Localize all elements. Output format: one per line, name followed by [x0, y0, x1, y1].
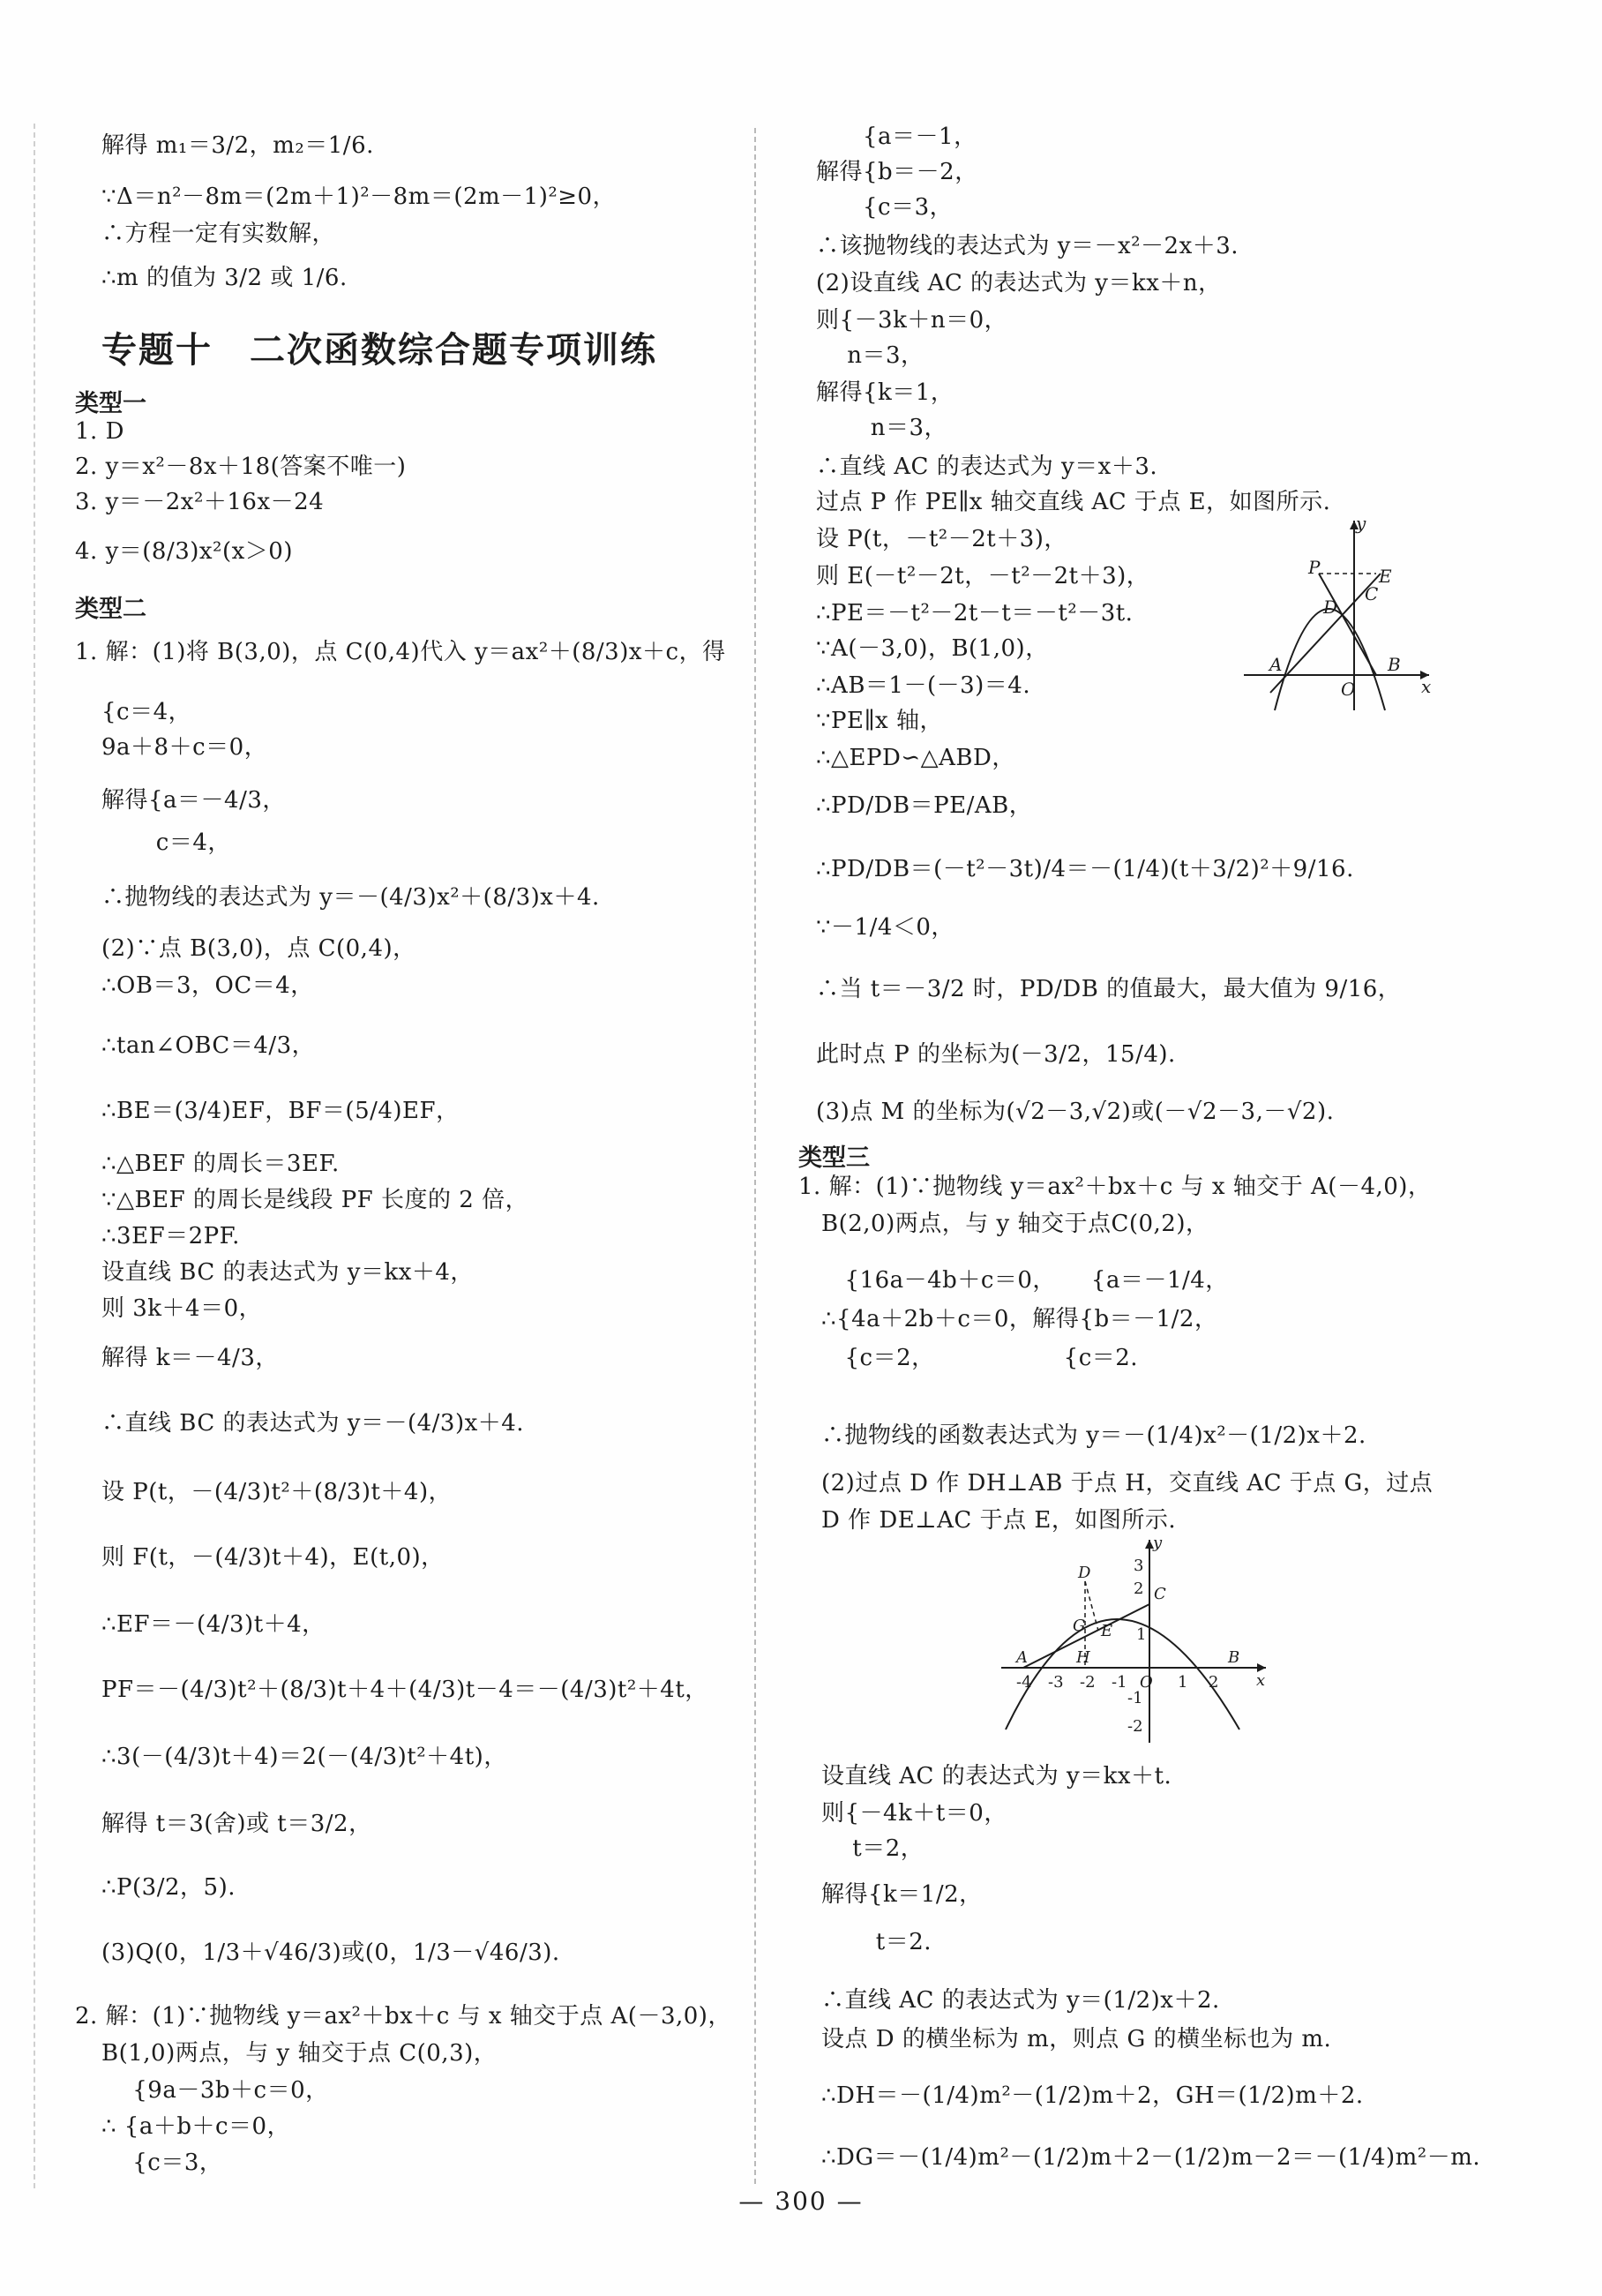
tick-y-1: 1: [1136, 1625, 1147, 1644]
label-e: E: [1101, 1622, 1113, 1640]
text-line: 设直线 AC 的表达式为 y＝kx＋t.: [821, 1763, 1172, 1790]
text-line: ∴PD/DB＝(－t²－3t)/4＝－(1/4)(t＋3/2)²＋9/16.: [816, 856, 1354, 882]
text-line: ∴直线 AC 的表达式为 y＝(1/2)x＋2.: [821, 1987, 1220, 2014]
label-a: A: [1016, 1648, 1028, 1667]
label-b: B: [1228, 1648, 1240, 1667]
text-line: 则{－3k＋n＝0，: [816, 307, 1008, 334]
parabola-figure-1: [1239, 512, 1442, 715]
text-line: ∴BE＝(3/4)EF，BF＝(5/4)EF，: [101, 1098, 460, 1124]
text-line: 解得 m₁＝3/2，m₂＝1/6.: [101, 132, 374, 159]
text-line: ∴m 的值为 3/2 或 1/6.: [101, 265, 348, 291]
label-d: D: [1078, 1564, 1091, 1582]
text-line: n＝3，: [816, 342, 925, 369]
text-line: 则 E(－t²－2t，－t²－2t＋3)，: [816, 563, 1150, 589]
text-line: 则 3k＋4＝0，: [101, 1295, 263, 1322]
text-line: 9a＋8＋c＝0，: [101, 734, 268, 761]
text-line: ∴3(－(4/3)t＋4)＝2(－(4/3)t²＋4t)，: [101, 1744, 507, 1770]
text-line: 过点 P 作 PE∥x 轴交直线 AC 于点 E，如图所示.: [816, 489, 1331, 515]
text-line: ∴PD/DB＝PE/AB，: [816, 792, 1033, 819]
text-line: {c＝4，: [101, 699, 192, 725]
label-d: D: [1323, 597, 1338, 618]
text-line: (3)Q(0，1/3＋√46/3)或(0，1/3－√46/3).: [101, 1940, 560, 1966]
text-line: {c＝2， {c＝2.: [821, 1345, 1139, 1371]
text-line: ∴当 t＝－3/2 时，PD/DB 的值最大，最大值为 9/16，: [816, 976, 1402, 1002]
text-line: ∵△BEF 的周长是线段 PF 长度的 2 倍，: [101, 1187, 529, 1213]
text-line: B(2,0)两点，与 y 轴交于点C(0,2)，: [821, 1211, 1209, 1237]
text-line: 1. 解：(1)∵抛物线 y＝ax²＋bx＋c 与 x 轴交于 A(－4,0)，: [798, 1174, 1432, 1200]
text-line: 解得 t＝3(舍)或 t＝3/2，: [101, 1811, 372, 1837]
label-h: H: [1076, 1648, 1090, 1667]
tick-y-neg2: -2: [1127, 1717, 1143, 1736]
text-line: ∴P(3/2，5).: [101, 1874, 236, 1901]
subsection-heading: 类型一: [75, 390, 146, 417]
text-line: PF＝－(4/3)t²＋(8/3)t＋4＋(4/3)t－4＝－(4/3)t²＋4t，: [101, 1677, 708, 1703]
text-line: 3. y＝－2x²＋16x－24: [75, 489, 325, 515]
label-p: P: [1308, 557, 1321, 578]
label-b: B: [1388, 654, 1401, 675]
label-g: G: [1073, 1617, 1086, 1635]
text-line: 则{－4k＋t＝0，: [821, 1800, 1007, 1827]
text-line: 解得{k＝1/2，: [821, 1881, 983, 1908]
text-line: ∴抛物线的表达式为 y＝－(4/3)x²＋(8/3)x＋4.: [101, 884, 600, 911]
binding-margin-line: [34, 124, 35, 2188]
text-line: ∵A(－3,0)，B(1,0)，: [816, 635, 1049, 662]
label-x: x: [1421, 676, 1432, 697]
text-line: ∴△BEF 的周长＝3EF.: [101, 1151, 340, 1177]
text-line: t＝2，: [821, 1835, 925, 1862]
text-line: 1. D: [75, 418, 124, 445]
tick-y-3: 3: [1134, 1557, 1144, 1575]
subsection-heading: 类型三: [798, 1144, 870, 1172]
label-o: O: [1341, 679, 1356, 700]
subsection-heading: 类型二: [75, 596, 146, 623]
text-line: 设 P(t，－(4/3)t²＋(8/3)t＋4)，: [101, 1479, 453, 1505]
column-divider: [754, 128, 756, 2184]
label-c: C: [1154, 1585, 1166, 1603]
label-y: y: [1356, 513, 1366, 534]
text-line: n＝3，: [816, 415, 948, 441]
text-line: B(1,0)两点，与 y 轴交于点 C(0,3)，: [101, 2040, 498, 2067]
page-number: — 300 —: [738, 2187, 864, 2216]
line-de: [1085, 1581, 1098, 1631]
text-line: 设 P(t，－t²－2t＋3)，: [816, 526, 1067, 552]
text-line: 解得{b＝－2，: [816, 159, 978, 185]
text-line: ∴3EF＝2PF.: [101, 1223, 240, 1249]
tick-x-2: 2: [1209, 1673, 1219, 1692]
text-line: 设点 D 的横坐标为 m，则点 G 的横坐标也为 m.: [821, 2026, 1332, 2052]
text-line: {a＝－1，: [816, 124, 977, 150]
text-line: ∴OB＝3，OC＝4，: [101, 972, 314, 999]
text-line: {c＝3，: [816, 194, 954, 221]
text-line: c＝4，: [101, 829, 231, 856]
text-line: ∴△EPD∽△ABD，: [816, 745, 1015, 771]
tick-y-neg1: -1: [1127, 1689, 1143, 1707]
text-line: {c＝3，: [101, 2150, 223, 2176]
tick-x-neg3: -3: [1048, 1673, 1064, 1692]
text-line: ∵PE∥x 轴，: [816, 708, 943, 734]
text-line: 此时点 P 的坐标为(－3/2，15/4).: [816, 1041, 1176, 1068]
text-line: ∴抛物线的函数表达式为 y＝－(1/4)x²－(1/2)x＋2.: [821, 1422, 1366, 1449]
text-line: ∴tan∠OBC＝4/3，: [101, 1032, 316, 1059]
section-title: 专题十 二次函数综合题专项训练: [101, 330, 657, 371]
text-line: 设直线 BC 的表达式为 y＝kx＋4，: [101, 1259, 474, 1286]
text-line: ∴该抛物线的表达式为 y＝－x²－2x＋3.: [816, 233, 1239, 259]
text-line: ∴方程一定有实数解，: [101, 221, 336, 247]
text-line: 4. y＝(8/3)x²(x＞0): [75, 538, 293, 565]
text-line: t＝2.: [821, 1929, 932, 1955]
text-line: ∴{4a＋2b＋c＝0，解得{b＝－1/2，: [821, 1306, 1218, 1332]
text-line: {16a－4b＋c＝0， {a＝－1/4，: [821, 1267, 1229, 1294]
text-line: 解得{k＝1，: [816, 379, 954, 406]
label-c: C: [1365, 583, 1379, 604]
tick-y-2: 2: [1134, 1579, 1144, 1598]
tick-x-neg2: -2: [1080, 1673, 1096, 1692]
text-line: ∴EF＝－(4/3)t＋4，: [101, 1611, 326, 1638]
label-y: y: [1153, 1535, 1163, 1552]
text-line: (3)点 M 的坐标为(√2－3,√2)或(－√2－3,－√2).: [816, 1099, 1335, 1125]
text-line: 2. y＝x²－8x＋18(答案不唯一): [75, 454, 407, 480]
text-line: ∴PE＝－t²－2t－t＝－t²－3t.: [816, 600, 1134, 627]
text-line: ∴AB＝1－(－3)＝4.: [816, 672, 1031, 699]
text-line: ∴DH＝－(1/4)m²－(1/2)m＋2，GH＝(1/2)m＋2.: [821, 2082, 1364, 2109]
label-e: E: [1379, 566, 1392, 587]
tick-x-1: 1: [1178, 1673, 1188, 1692]
text-line: 解得{a＝－4/3，: [101, 787, 286, 814]
label-o: O: [1140, 1673, 1153, 1692]
text-line: 2. 解：(1)∵抛物线 y＝ax²＋bx＋c 与 x 轴交于点 A(－3,0)，: [75, 2003, 731, 2030]
text-line: 1. 解：(1)将 B(3,0)，点 C(0,4)代入 y＝ax²＋(8/3)x＋c，得: [75, 639, 726, 665]
parabola-figure-2: [997, 1535, 1270, 1747]
label-x: x: [1256, 1671, 1266, 1690]
text-line: (2)过点 D 作 DH⊥AB 于点 H，交直线 AC 于点 G，过点: [821, 1470, 1434, 1497]
text-line: ∵－1/4＜0，: [816, 914, 954, 941]
text-line: ∴ {a＋b＋c＝0，: [101, 2113, 291, 2140]
text-line: {9a－3b＋c＝0，: [101, 2077, 329, 2104]
text-line: 则 F(t，－(4/3)t＋4)，E(t,0)，: [101, 1544, 445, 1571]
tick-x-neg1: -1: [1112, 1673, 1127, 1692]
label-a: A: [1269, 654, 1283, 675]
text-line: (2)设直线 AC 的表达式为 y＝kx＋n，: [816, 270, 1222, 296]
text-line: (2)∵点 B(3,0)，点 C(0,4)，: [101, 935, 416, 962]
text-line: ∴直线 BC 的表达式为 y＝－(4/3)x＋4.: [101, 1410, 525, 1437]
text-line: ∴直线 AC 的表达式为 y＝x＋3.: [816, 454, 1158, 480]
text-line: 解得 k＝－4/3，: [101, 1345, 279, 1371]
text-line: ∵Δ＝n²－8m＝(2m＋1)²－8m＝(2m－1)²≥0，: [101, 184, 617, 210]
text-line: ∴DG＝－(1/4)m²－(1/2)m＋2－(1/2)m－2＝－(1/4)m²－m.: [821, 2144, 1481, 2171]
text-line: D 作 DE⊥AC 于点 E，如图所示.: [821, 1507, 1177, 1534]
tick-x-neg4: -4: [1016, 1673, 1032, 1692]
